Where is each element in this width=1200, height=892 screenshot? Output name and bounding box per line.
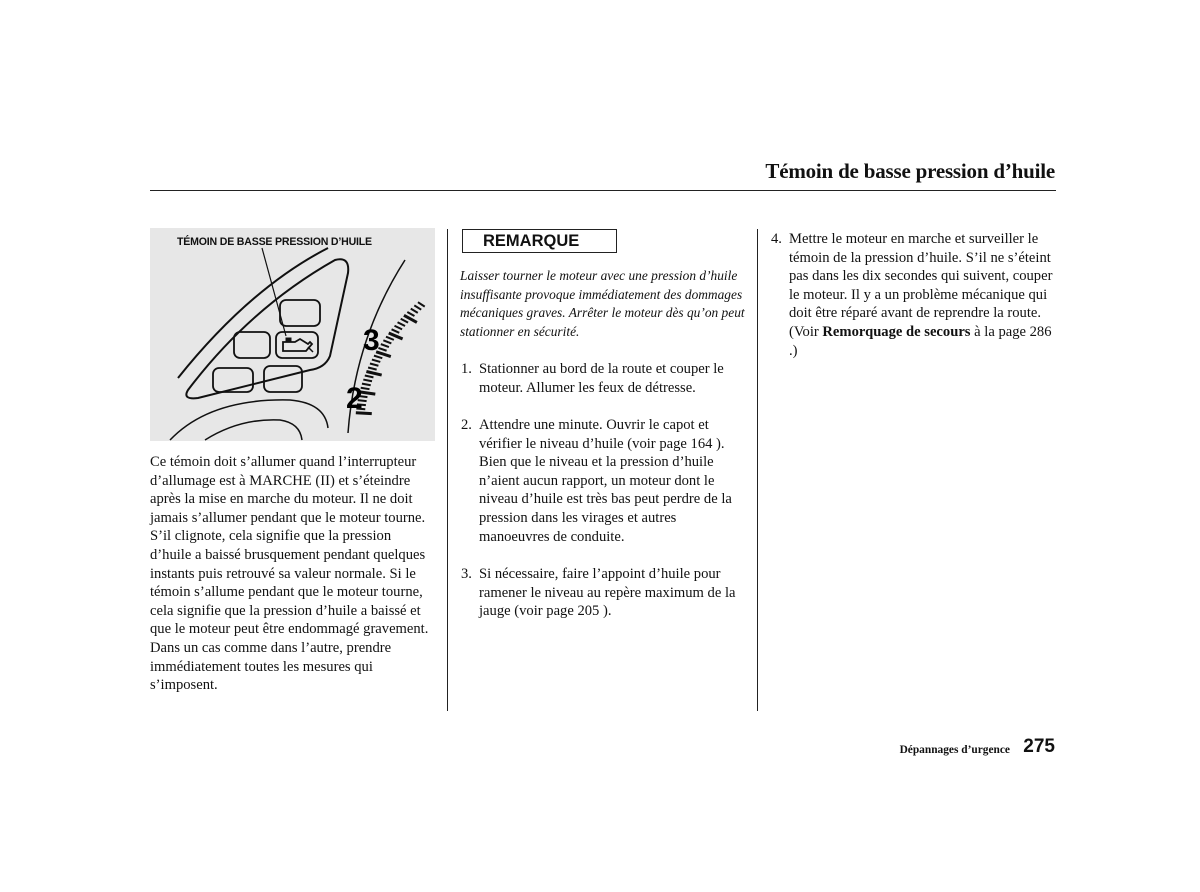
gauge-tick <box>392 329 400 332</box>
oil-warning-figure <box>150 228 435 441</box>
figure-caption: TÉMOIN DE BASSE PRESSION D’HUILE <box>177 236 372 248</box>
footer-section: Dépannages d’urgence <box>899 744 1010 756</box>
step-number: 2. <box>461 417 472 433</box>
intro-paragraph: Ce témoin doit s’allumer quand l’interrupteur d’allumage est à MARCHE (II) et s’éteindre après la mise en marche du moteur. Il ne doit jamais s’allumer pendant que le moteur tourne. S’il clignote, cela signifie que la pression d’huile a baissé brusquement pendant quelques instants puis retrouvé sa valeur normale. Si le témoin s’allume pendant que le moteur tourne, cela signifie que la pression d’huile a baissé et que le moteur peut être endommagé gravement. Dans un cas comme dans l’autre, prendre immédiatement toutes les mesures qui s’imposent. <box>150 454 429 694</box>
gauge-tick <box>401 319 408 323</box>
column-divider <box>447 229 448 711</box>
gauge-tick <box>398 322 405 326</box>
gauge-label-2: 2 <box>346 382 363 415</box>
step-text <box>789 230 1053 360</box>
gauge-ticks <box>356 302 425 413</box>
remark-text: Laisser tourner le moteur avec une pression d’huile insuffisante provoque immédiatement des dommages mécaniques graves. Arrêter le moteur dès qu’on peut stationner en sécurité. <box>460 268 745 339</box>
gauge-tick <box>383 340 391 343</box>
gauge-tick <box>386 337 394 340</box>
page-number: 275 <box>1023 736 1055 757</box>
panel-button <box>264 366 302 392</box>
page-title: Témoin de basse pression d’huile <box>765 159 1055 183</box>
panel-button <box>280 300 320 326</box>
column-divider <box>757 229 758 711</box>
gauge-tick <box>381 344 389 347</box>
gauge-tick <box>366 371 381 375</box>
step-text: Stationner au bord de la route et couper le moteur. Allumer les feux de détresse. <box>479 361 724 396</box>
gauge-label-3: 3 <box>363 324 380 357</box>
gauge-tick <box>370 363 378 365</box>
step-number: 3. <box>461 566 472 582</box>
gauge-tick <box>365 376 374 378</box>
lower-arc <box>170 400 328 440</box>
step-text: Attendre une minute. Ouvrir le capot et vérifier le niveau d’huile (voir page 164 ). Bien que le niveau et la pression d’huile n’aient aucun rapport, un moteur dont le niveau d’huile est très bas peut perdre de la pression dans les virages et autres manoeuvres de conduite. <box>479 417 732 545</box>
step-number: 1. <box>461 361 472 377</box>
gauge-tick <box>362 384 371 386</box>
caption-leader <box>262 248 286 336</box>
lower-arc <box>205 420 302 440</box>
step-text-part: Mettre le moteur en marche et surveiller le témoin de la pression d’huile. S’il ne s’éteint pas dans les dix secondes qui suivent, couper le moteur. Il y a un problème mécanique qui doit être réparé avant de reprendre la route. (Voir <box>789 231 1053 340</box>
remark-label: REMARQUE <box>462 229 617 253</box>
gauge-tick <box>368 367 377 369</box>
gauge-tick <box>363 380 372 382</box>
gauge-tick <box>407 312 414 316</box>
gauge-tick <box>394 326 402 330</box>
gauge-tick <box>418 302 425 306</box>
step-text-part: à la page 286 .) <box>789 323 1052 359</box>
step-text: Si nécessaire, faire l’appoint d’huile pour ramener le niveau au repère maximum de la jauge (voir page 205 ). <box>479 566 736 620</box>
gauge-tick <box>372 360 380 362</box>
cross-reference-link: Remorquage de secours <box>822 323 971 340</box>
switch-panel <box>186 259 348 398</box>
oil-pressure-icon <box>283 338 313 352</box>
dashboard-illustration <box>150 228 435 441</box>
gauge-tick <box>414 305 421 309</box>
gauge-tick <box>411 309 418 313</box>
panel-button <box>234 332 270 358</box>
step-number: 4. <box>771 231 782 247</box>
title-rule <box>150 190 1056 191</box>
